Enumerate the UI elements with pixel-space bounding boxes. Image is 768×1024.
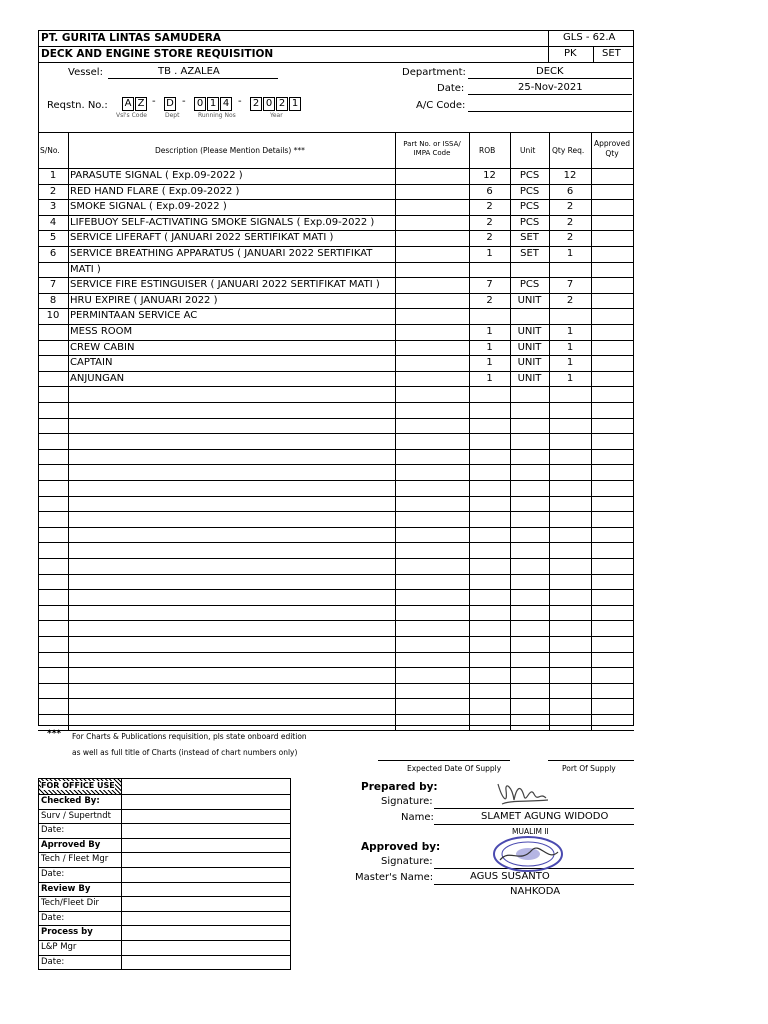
cell-qty-req[interactable]: 1 xyxy=(566,372,574,384)
grid-line xyxy=(38,542,634,543)
form-title: DECK AND ENGINE STORE REQUISITION xyxy=(41,48,274,60)
form-code: GLS - 62.A xyxy=(563,32,616,43)
grid-line xyxy=(38,308,634,309)
col-header-approved-qty: Approved Qty xyxy=(594,139,630,158)
office-row-label: Date: xyxy=(41,825,65,836)
reqstn-box[interactable]: D xyxy=(164,97,176,111)
acc-code-underline xyxy=(468,111,632,112)
cell-description[interactable]: MESS ROOM xyxy=(70,326,133,337)
cell-qty-req[interactable]: 6 xyxy=(566,185,574,197)
cell-unit[interactable]: UNIT xyxy=(517,294,542,306)
cell-sno[interactable]: 2 xyxy=(49,185,57,197)
cell-sno[interactable]: 8 xyxy=(49,294,57,306)
master-rank: NAHKODA xyxy=(510,886,561,897)
cell-description[interactable]: RED HAND FLARE ( Exp.09-2022 ) xyxy=(70,185,240,197)
separator-dash: - xyxy=(182,96,186,107)
col-header-description: Description (Please Mention Details) *** xyxy=(155,146,305,155)
grid-line xyxy=(591,132,592,730)
vessel-underline xyxy=(108,78,278,79)
grid-line xyxy=(38,433,634,434)
footnote-mark: *** xyxy=(47,729,62,739)
cell-description[interactable]: SERVICE BREATHING APPARATUS ( JANUARI 2022 SERTIFIKAT xyxy=(70,248,373,259)
cell-sno[interactable]: 10 xyxy=(46,310,60,322)
office-use-box xyxy=(38,778,291,970)
reqstn-box[interactable]: 0 xyxy=(194,97,206,111)
cell-rob[interactable]: 7 xyxy=(486,279,493,291)
grid-line xyxy=(38,574,634,575)
date-value[interactable]: 25-Nov-2021 xyxy=(518,82,583,93)
cell-rob[interactable]: 12 xyxy=(483,170,496,181)
grid-line xyxy=(38,230,634,231)
cell-sno[interactable]: 6 xyxy=(49,248,57,259)
company-name: PT. GURITA LINTAS SAMUDERA xyxy=(41,32,222,44)
office-row-label: Aprroved By xyxy=(41,839,101,850)
grid-line xyxy=(38,293,634,294)
separator-dash: - xyxy=(152,96,156,107)
cell-qty-req[interactable]: 1 xyxy=(566,326,574,337)
cell-rob[interactable]: 2 xyxy=(486,201,493,213)
prepared-name-line xyxy=(434,824,634,825)
cell-unit[interactable]: PCS xyxy=(519,185,540,197)
cell-unit[interactable]: SET xyxy=(520,232,539,244)
cell-unit[interactable]: PCS xyxy=(519,216,540,228)
grid-line xyxy=(38,511,634,512)
divider xyxy=(593,46,594,62)
cell-rob[interactable]: 1 xyxy=(486,357,493,369)
footnote-line-2: as well as full title of Charts (instead of chart numbers only) xyxy=(72,748,298,757)
cell-unit[interactable]: PCS xyxy=(519,279,540,291)
cell-description[interactable]: HRU EXPIRE ( JANUARI 2022 ) xyxy=(70,294,218,306)
cell-sno[interactable]: 5 xyxy=(49,232,57,244)
cell-unit[interactable]: UNIT xyxy=(517,326,542,337)
grid-line xyxy=(38,605,634,606)
cell-qty-req[interactable]: 2 xyxy=(566,294,574,306)
grid-line xyxy=(38,667,634,668)
cell-rob[interactable]: 2 xyxy=(486,216,493,228)
reqstn-sub-dept: Dept xyxy=(165,112,180,119)
cell-sno[interactable]: 7 xyxy=(49,279,57,291)
office-row-label: Checked By: xyxy=(41,796,100,806)
reqstn-sub-vessel: Vsl's Code xyxy=(116,112,147,119)
cell-description[interactable]: PERMINTAAN SERVICE AC xyxy=(70,310,198,322)
office-row-label: Tech/Fleet Dir xyxy=(41,898,100,909)
reqstn-box[interactable]: 2 xyxy=(276,97,288,111)
cell-rob[interactable]: 6 xyxy=(486,185,493,197)
divider xyxy=(548,30,549,62)
col-header-unit: Unit xyxy=(520,146,536,155)
port-of-supply-label: Port Of Supply xyxy=(562,764,616,773)
master-name[interactable]: AGUS SUSANTO xyxy=(470,871,550,882)
grid-line xyxy=(38,480,634,481)
grid-line xyxy=(38,730,634,731)
grid-line xyxy=(38,527,634,528)
cell-qty-req[interactable]: 7 xyxy=(566,279,574,291)
prepared-rank: MUALIM II xyxy=(512,827,549,836)
cell-qty-req[interactable]: 1 xyxy=(566,341,574,353)
reqstn-box[interactable]: 1 xyxy=(207,97,219,111)
approved-by-label: Approved by: xyxy=(361,841,441,853)
grid-line xyxy=(38,262,634,263)
office-row-line xyxy=(39,882,290,883)
cell-unit[interactable]: UNIT xyxy=(517,372,542,384)
cell-qty-req[interactable]: 12 xyxy=(563,170,577,181)
approved-signature-label: Signature: xyxy=(381,856,433,867)
office-row-line xyxy=(39,955,290,956)
cell-description[interactable]: MATI ) xyxy=(70,263,101,275)
office-row-line xyxy=(39,823,290,824)
prepared-signature-label: Signature: xyxy=(381,796,433,807)
cell-rob[interactable]: 1 xyxy=(486,341,493,353)
prepared-name[interactable]: SLAMET AGUNG WIDODO xyxy=(481,811,609,822)
acc-code-label: A/C Code: xyxy=(416,100,466,111)
office-row-label: Review By xyxy=(41,883,91,894)
office-row-line xyxy=(39,838,290,839)
separator-dash: - xyxy=(238,96,242,107)
cell-sno[interactable]: 3 xyxy=(49,201,57,213)
cell-description[interactable]: PARASUTE SIGNAL ( Exp.09-2022 ) xyxy=(70,170,243,181)
grid-line xyxy=(38,714,634,715)
office-row-label: Tech / Fleet Mgr xyxy=(41,854,109,865)
cell-qty-req[interactable]: 2 xyxy=(566,232,574,244)
cell-qty-req[interactable]: 2 xyxy=(566,216,574,228)
reqstn-box[interactable]: A xyxy=(122,97,134,111)
divider xyxy=(38,46,634,47)
grid-line xyxy=(38,418,634,419)
grid-line xyxy=(38,324,634,325)
cell-sno[interactable]: 4 xyxy=(49,216,57,228)
col-header-rob: ROB xyxy=(479,146,496,155)
reqstn-label: Reqstn. No.: xyxy=(47,100,108,111)
reqstn-sub-running: Running Nos xyxy=(198,112,236,119)
cell-qty-req[interactable]: 1 xyxy=(566,357,574,369)
cell-description[interactable]: CAPTAIN xyxy=(70,357,113,369)
cell-description[interactable]: LIFEBUOY SELF-ACTIVATING SMOKE SIGNALS ( Exp.09-2022 ) xyxy=(70,216,375,228)
office-row-line xyxy=(39,852,290,853)
department-value[interactable]: DECK xyxy=(536,66,564,77)
grid-line xyxy=(38,246,634,247)
grid-line xyxy=(38,558,634,559)
grid-line xyxy=(38,636,634,637)
grid-line xyxy=(38,449,634,450)
reqstn-sub-year: Year xyxy=(270,112,283,119)
grid-line xyxy=(38,496,634,497)
office-row-line xyxy=(39,911,290,912)
office-row-label: Date: xyxy=(41,912,65,923)
cell-unit[interactable]: UNIT xyxy=(517,341,542,353)
col-header-qty-req: Qty Req. xyxy=(552,146,585,155)
footnote-line-1: For Charts & Publications requisition, pls state onboard edition xyxy=(72,732,307,741)
expected-date-label: Expected Date Of Supply xyxy=(407,764,502,773)
cell-unit[interactable]: PCS xyxy=(519,170,540,181)
expected-date-line xyxy=(378,760,510,761)
cell-rob[interactable]: 2 xyxy=(486,294,493,306)
office-row-line xyxy=(39,940,290,941)
office-row-label: Date: xyxy=(41,956,65,967)
grid-line xyxy=(38,683,634,684)
date-label: Date: xyxy=(437,83,465,94)
grid-line xyxy=(38,698,634,699)
office-row-label: Date: xyxy=(41,869,65,879)
cell-description[interactable]: ANJUNGAN xyxy=(70,372,125,384)
cell-rob[interactable]: 1 xyxy=(486,248,493,259)
grid-line xyxy=(38,355,634,356)
col-header-part-no: Part No. or ISSA/ IMPA Code xyxy=(403,140,461,157)
reqstn-box[interactable]: 0 xyxy=(263,97,275,111)
office-row-label: L&P Mgr xyxy=(41,942,77,952)
department-label: Department: xyxy=(402,67,466,78)
grid-line xyxy=(68,132,69,730)
captain-seal-stamp xyxy=(490,834,566,874)
office-row-line xyxy=(39,867,290,868)
cell-rob[interactable]: 2 xyxy=(486,232,493,244)
cell-description[interactable]: CREW CABIN xyxy=(70,341,135,353)
office-row-label: Process by xyxy=(41,927,93,938)
grid-line xyxy=(38,620,634,621)
port-supply-line xyxy=(548,760,634,761)
grid-line xyxy=(38,371,634,372)
prepared-name-label: Name: xyxy=(401,812,434,823)
col-header-sno: S/No. xyxy=(40,146,60,155)
cell-unit[interactable]: UNIT xyxy=(517,357,542,369)
grid-line xyxy=(38,184,634,185)
reqstn-box[interactable]: Z xyxy=(135,97,147,111)
unit-set: SET xyxy=(602,48,621,59)
prepared-signature-scribble xyxy=(490,776,554,810)
grid-line xyxy=(38,464,634,465)
cell-sno[interactable]: 1 xyxy=(49,170,57,181)
reqstn-box[interactable]: 4 xyxy=(220,97,232,111)
grid-line xyxy=(38,199,634,200)
master-name-line xyxy=(434,884,634,885)
cell-unit[interactable]: PCS xyxy=(519,201,540,213)
department-underline xyxy=(468,78,632,79)
cell-description[interactable]: SMOKE SIGNAL ( Exp.09-2022 ) xyxy=(70,201,227,213)
grid-line xyxy=(38,277,634,278)
grid-line xyxy=(38,402,634,403)
reqstn-box[interactable]: 1 xyxy=(289,97,301,111)
grid-line xyxy=(38,340,634,341)
grid-line xyxy=(38,652,634,653)
cell-rob[interactable]: 1 xyxy=(486,372,493,384)
cell-qty-req[interactable]: 2 xyxy=(566,201,574,213)
grid-line xyxy=(38,132,634,133)
date-underline xyxy=(468,94,632,95)
office-title: FOR OFFICE USE xyxy=(41,781,115,790)
grid-line xyxy=(38,215,634,216)
office-row-line xyxy=(39,794,290,795)
office-row-line xyxy=(39,809,290,810)
cell-description[interactable]: SERVICE FIRE ESTINGUISER ( JANUARI 2022 SERTIFIKAT MATI ) xyxy=(70,279,380,291)
vessel-label: Vessel: xyxy=(68,67,103,78)
grid-line xyxy=(38,386,634,387)
grid-line xyxy=(38,168,634,169)
master-name-label: Master's Name: xyxy=(355,872,434,883)
grid-line xyxy=(395,132,396,730)
unit-pk: PK xyxy=(564,48,577,59)
cell-unit[interactable]: SET xyxy=(520,248,539,259)
cell-rob[interactable]: 1 xyxy=(486,326,493,337)
office-row-label: Surv / Supertndt xyxy=(41,810,111,821)
vessel-value[interactable]: TB . AZALEA xyxy=(158,66,220,77)
office-row-line xyxy=(39,896,290,897)
cell-qty-req[interactable]: 1 xyxy=(566,248,574,259)
divider xyxy=(38,62,634,63)
reqstn-box[interactable]: 2 xyxy=(250,97,262,111)
prepared-by-label: Prepared by: xyxy=(361,781,438,793)
cell-description[interactable]: SERVICE LIFERAFT ( JANUARI 2022 SERTIFIKAT MATI ) xyxy=(70,232,334,244)
grid-line xyxy=(38,589,634,590)
office-row-line xyxy=(39,925,290,926)
